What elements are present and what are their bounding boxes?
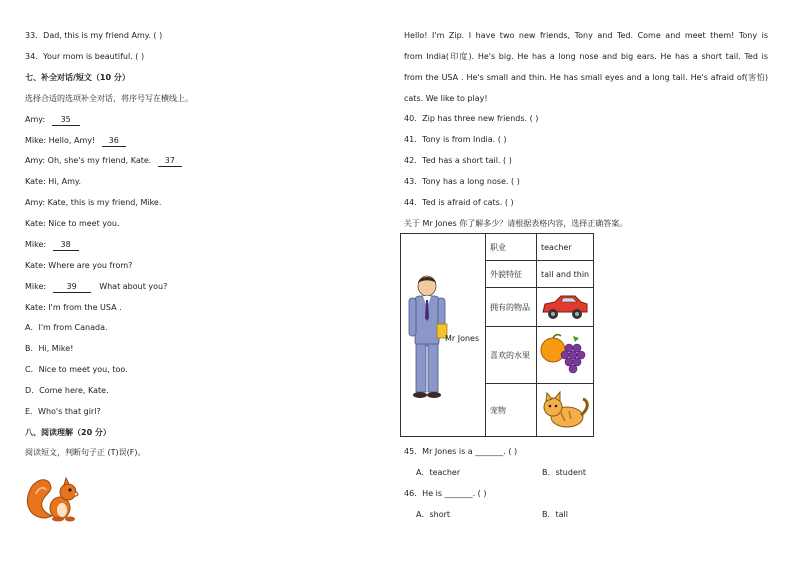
answer-blank[interactable]: 36 xyxy=(102,136,126,147)
question-46-option-a: A．short xyxy=(416,510,451,519)
row-label-belongings: 拥有的物品 xyxy=(486,288,537,327)
table-intro: 关于 Mr Jones 你了解多少？请根据表格内容，选择正确答案。 xyxy=(404,219,628,228)
answer-blank[interactable]: 35 xyxy=(52,115,80,126)
car-icon xyxy=(537,288,593,324)
dialog-speaker: Mike: xyxy=(25,240,47,249)
question-41: 41．Tony is from India. ( ) xyxy=(404,135,507,144)
dialog-line: Kate: Where are you from? xyxy=(25,261,133,270)
row-label-pet: 宠物 xyxy=(486,384,537,437)
option-a: A．I'm from Canada. xyxy=(25,323,108,332)
answer-blank[interactable]: 38 xyxy=(53,240,79,251)
question-45-option-b: B．student xyxy=(542,468,587,477)
section-7-title: 七、补全对话/短文（10 分） xyxy=(25,73,130,82)
option-b: B．Hi, Mike! xyxy=(25,344,74,353)
row-label-appearance: 外貌特征 xyxy=(486,261,537,288)
person-name: Mr Jones xyxy=(445,334,480,343)
dialog-line xyxy=(25,240,79,251)
dialog-speaker: Mike: xyxy=(25,282,47,291)
row-value-job: teacher xyxy=(537,234,594,261)
person-cell xyxy=(401,234,486,437)
dialog-speaker: Amy: Oh, she's my friend, Kate. xyxy=(25,156,152,165)
row-value-fruit xyxy=(537,327,594,384)
mr-jones-table xyxy=(400,233,594,437)
option-d: D．Come here, Kate. xyxy=(25,386,109,395)
section-8-title: 八、阅读理解（20 分） xyxy=(25,428,111,437)
dialog-speaker: Amy: xyxy=(25,115,46,124)
fruit-icon xyxy=(537,328,593,380)
question-45-option-a: A．teacher xyxy=(416,468,461,477)
dialog-line xyxy=(25,136,126,147)
row-value-pet xyxy=(537,384,594,437)
question-40: 40．Zip has three new friends. ( ) xyxy=(404,114,539,123)
dialog-line xyxy=(25,115,80,126)
question-45: 45．Mr Jones is a _______. ( ) xyxy=(404,447,518,456)
question-46: 46．He is _______. ( ) xyxy=(404,489,487,498)
question-33: 33．Dad, this is my friend Amy. ( ) xyxy=(25,31,163,40)
question-42: 42．Ted has a short tail. ( ) xyxy=(404,156,512,165)
passage-line: cats. We like to play! xyxy=(404,94,488,103)
row-label-fruit: 喜欢的水果 xyxy=(486,327,537,384)
squirrel-illustration xyxy=(24,472,82,522)
cat-icon xyxy=(537,385,593,433)
question-43: 43．Tony has a long nose. ( ) xyxy=(404,177,520,186)
row-label-job: 职业 xyxy=(486,234,537,261)
dialog-continuation: What about you? xyxy=(99,282,168,291)
dialog-line: Kate: Nice to meet you. xyxy=(25,219,120,228)
option-e: E．Who's that girl? xyxy=(25,407,101,416)
passage-line: from India(印度). He's big. He has a long nose and big ears. He has a short tail. Ted is xyxy=(404,52,768,61)
option-c: C．Nice to meet you, too. xyxy=(25,365,128,374)
dialog-line: Amy: Kate, this is my friend, Mike. xyxy=(25,198,162,207)
section-7-instructions: 选择合适的选项补全对话，将序号写在横线上。 xyxy=(25,94,193,103)
answer-blank[interactable]: 39 xyxy=(53,282,91,293)
row-value-belongings xyxy=(537,288,594,327)
question-34: 34．Your mom is beautiful. ( ) xyxy=(25,52,145,61)
passage-line: from the USA . He's small and thin. He has small eyes and a long tail. He's afraid of(害怕) xyxy=(404,73,768,82)
section-8-instructions: 阅读短文，判断句子正 (T)误(F)。 xyxy=(25,448,146,457)
dialog-line xyxy=(25,282,167,293)
question-44: 44．Ted is afraid of cats. ( ) xyxy=(404,198,514,207)
passage-line: Hello! I'm Zip. I have two new friends, Tony and Ted. Come and meet them! Tony is xyxy=(404,31,768,40)
question-46-option-b: B．tall xyxy=(542,510,568,519)
row-value-appearance: tall and thin xyxy=(537,261,594,288)
dialog-line: Kate: Hi, Amy. xyxy=(25,177,82,186)
answer-blank[interactable]: 37 xyxy=(158,156,182,167)
dialog-speaker: Mike: Hello, Amy! xyxy=(25,136,96,145)
dialog-line: Kate: I'm from the USA . xyxy=(25,303,122,312)
dialog-line xyxy=(25,156,182,167)
